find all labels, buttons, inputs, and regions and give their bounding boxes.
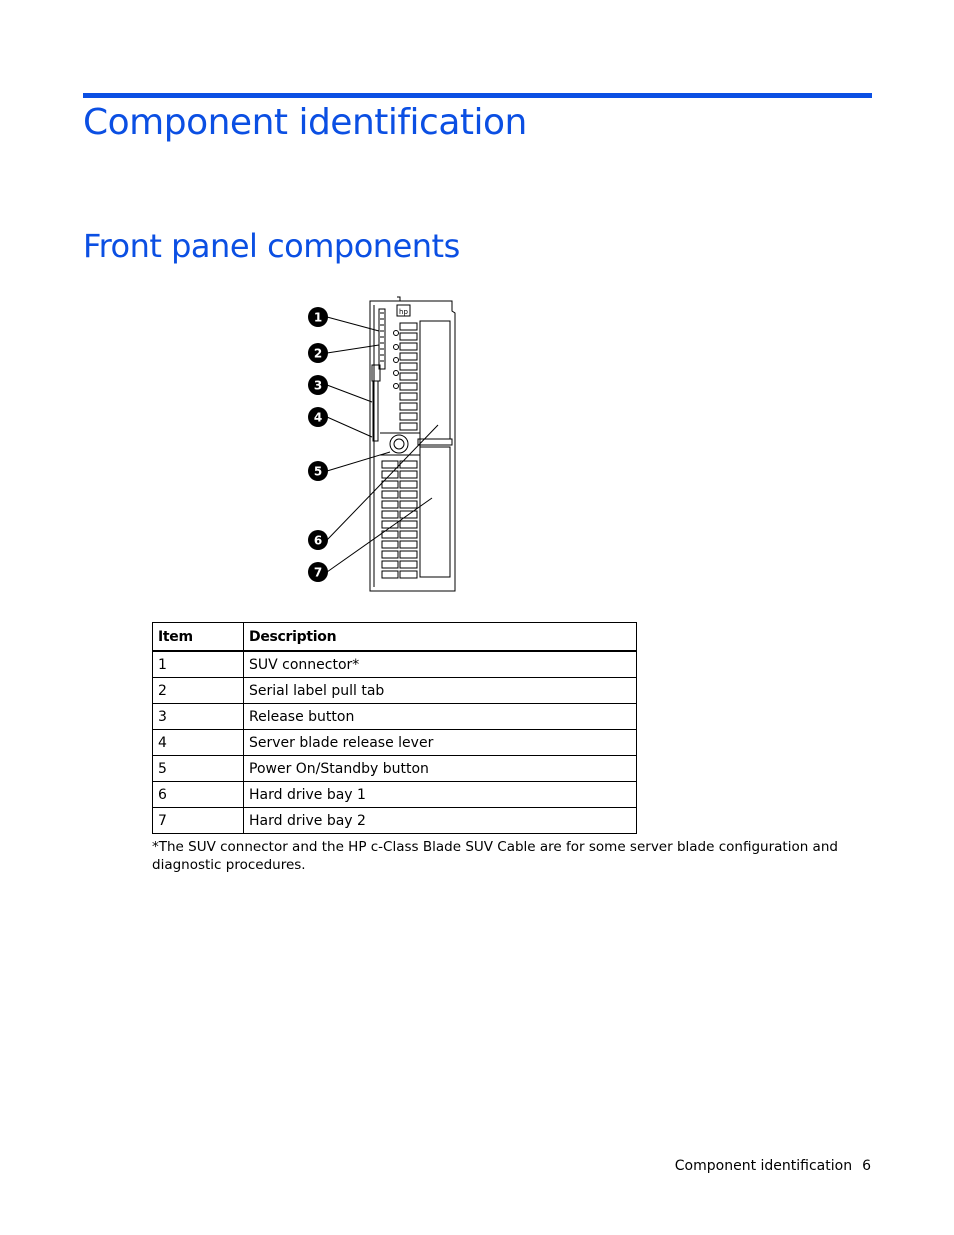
page-number: 6 (862, 1158, 871, 1174)
table-row (153, 678, 637, 704)
section-title: Front panel components (83, 227, 460, 265)
svg-text:hp: hp (399, 308, 408, 316)
table-row (153, 808, 637, 834)
table-row (153, 651, 637, 678)
item-number: 2 (153, 678, 244, 704)
drive-bay-1-outline (420, 321, 450, 439)
item-number: 3 (153, 704, 244, 730)
chapter-title: Component identification (83, 102, 527, 143)
drive-bay-2-outline (420, 447, 450, 577)
page-footer (675, 1158, 871, 1174)
table-row (153, 756, 637, 782)
callout-1 (308, 307, 328, 327)
item-description: SUV connector* (244, 651, 637, 678)
callout-6 (308, 530, 328, 550)
callout-2-label: 2 (313, 346, 323, 361)
item-description: Server blade release lever (244, 730, 637, 756)
table-footnote: *The SUV connector and the HP c-Class Blade SUV Cable are for some server blade configuration and diagnostic procedures. (152, 839, 838, 873)
callout-7-label: 7 (313, 565, 323, 580)
callout-7 (308, 562, 328, 582)
item-description: Hard drive bay 1 (244, 782, 637, 808)
table-row (153, 704, 637, 730)
front-panel-figure (300, 295, 470, 600)
item-number: 6 (153, 782, 244, 808)
item-number: 5 (153, 756, 244, 782)
callout-6-label: 6 (313, 533, 323, 548)
table-row (153, 730, 637, 756)
item-number: 1 (153, 651, 244, 678)
description-column-header: Description (244, 623, 637, 652)
callout-4 (308, 407, 328, 427)
callout-1-label: 1 (313, 310, 323, 325)
callout-3-label: 3 (313, 378, 323, 393)
chapter-rule (83, 93, 872, 98)
item-number: 4 (153, 730, 244, 756)
component-table (152, 622, 637, 834)
table-row (153, 782, 637, 808)
callout-4-label: 4 (313, 410, 323, 425)
callout-2 (308, 343, 328, 363)
item-description: Power On/Standby button (244, 756, 637, 782)
server-blade-drawing (300, 295, 470, 600)
table-header-row (153, 623, 637, 652)
item-description: Hard drive bay 2 (244, 808, 637, 834)
footer-label: Component identification (674, 1158, 853, 1174)
item-description: Release button (244, 704, 637, 730)
callout-5-label: 5 (313, 464, 323, 479)
item-number: 7 (153, 808, 244, 834)
callout-3 (308, 375, 328, 395)
callout-5 (308, 461, 328, 481)
item-column-header: Item (153, 623, 244, 652)
item-description: Serial label pull tab (244, 678, 637, 704)
